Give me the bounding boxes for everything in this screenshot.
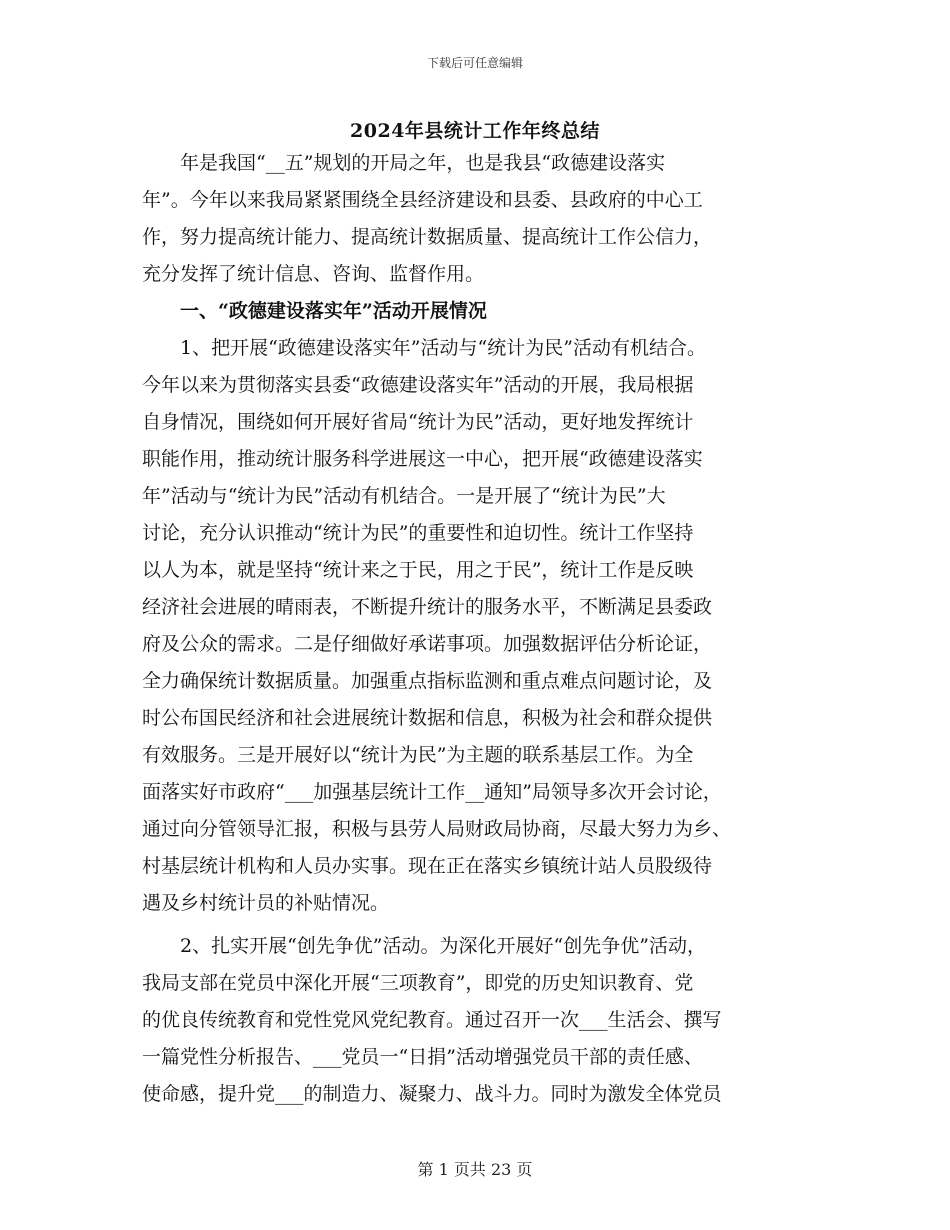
body-line: 年是我国“__五”规划的开局之年，也是我县“政德建设落实: [142, 152, 666, 174]
body-line: 使命感，提升党___的制造力、凝聚力、战斗力。同时为激发全体党员: [142, 1083, 722, 1105]
page-footer: 第 1 页共 23 页: [417, 1160, 533, 1179]
body-line: 充分发挥了统计信息、咨询、监督作用。: [142, 263, 485, 285]
body-line: 通过向分管领导汇报，积极与县劳人局财政局协商，尽最大努力为乡、: [142, 818, 732, 840]
section-heading: 一、“政德建设落实年”活动开展情况: [142, 300, 487, 322]
body-line: 年”。今年以来我局紧紧围绕全县经济建设和县委、县政府的中心工: [142, 189, 703, 211]
body-line: 一篇党性分析报告、___党员一“日捐”活动增强党员干部的责任感、: [142, 1046, 703, 1068]
body-line: 遇及乡村统计员的补贴情况。: [142, 892, 390, 914]
header-note: 下载后可任意编辑: [426, 56, 523, 70]
document-title: 2024年县统计工作年终总结: [350, 120, 600, 142]
body-line: 1、把开展“政德建设落实年”活动与“统计为民”活动有机结合。: [142, 337, 706, 359]
body-line: 以人为本，就是坚持“统计来之于民，用之于民”，统计工作是反映: [142, 559, 694, 581]
body-line: 我局支部在党员中深化开展“三项教育”，即党的历史知识教育、党: [142, 972, 694, 994]
body-line: 经济社会进展的晴雨表，不断提升统计的服务水平，不断满足县委政: [142, 596, 713, 618]
body-line: 讨论，充分认识推动“统计为民”的重要性和迫切性。统计工作坚持: [142, 522, 694, 544]
body-line: 府及公众的需求。二是仔细做好承诺事项。加强数据评估分析论证，: [142, 633, 713, 655]
body-line: 面落实好市政府“___加强基层统计工作__通知”局领导多次开会讨论，: [142, 781, 722, 803]
body-line: 年”活动与“统计为民”活动有机结合。一是开展了“统计为民”大: [142, 485, 666, 507]
body-line: 有效服务。三是开展好以“统计为民”为主题的联系基层工作。为全: [142, 744, 694, 766]
body-line: 自身情况，围绕如何开展好省局“统计为民”活动，更好地发挥统计: [142, 411, 694, 433]
body-line: 2、扎实开展“创先争优”活动。为深化开展好“创先争优”活动，: [142, 935, 706, 957]
body-line: 的优良传统教育和党性党风党纪教育。通过召开一次___生活会、撰写: [142, 1009, 722, 1031]
body-line: 作，努力提高统计能力、提高统计数据质量、提高统计工作公信力，: [142, 226, 713, 248]
body-line: 村基层统计机构和人员办实事。现在正在落实乡镇统计站人员股级待: [142, 855, 713, 877]
body-line: 今年以来为贯彻落实县委“政德建设落实年”活动的开展，我局根据: [142, 374, 694, 396]
body-line: 全力确保统计数据质量。加强重点指标监测和重点难点问题讨论，及: [142, 670, 713, 692]
body-line: 时公布国民经济和社会进展统计数据和信息，积极为社会和群众提供: [142, 707, 713, 729]
body-line: 职能作用，推动统计服务科学进展这一中心，把开展“政德建设落实: [142, 448, 703, 470]
